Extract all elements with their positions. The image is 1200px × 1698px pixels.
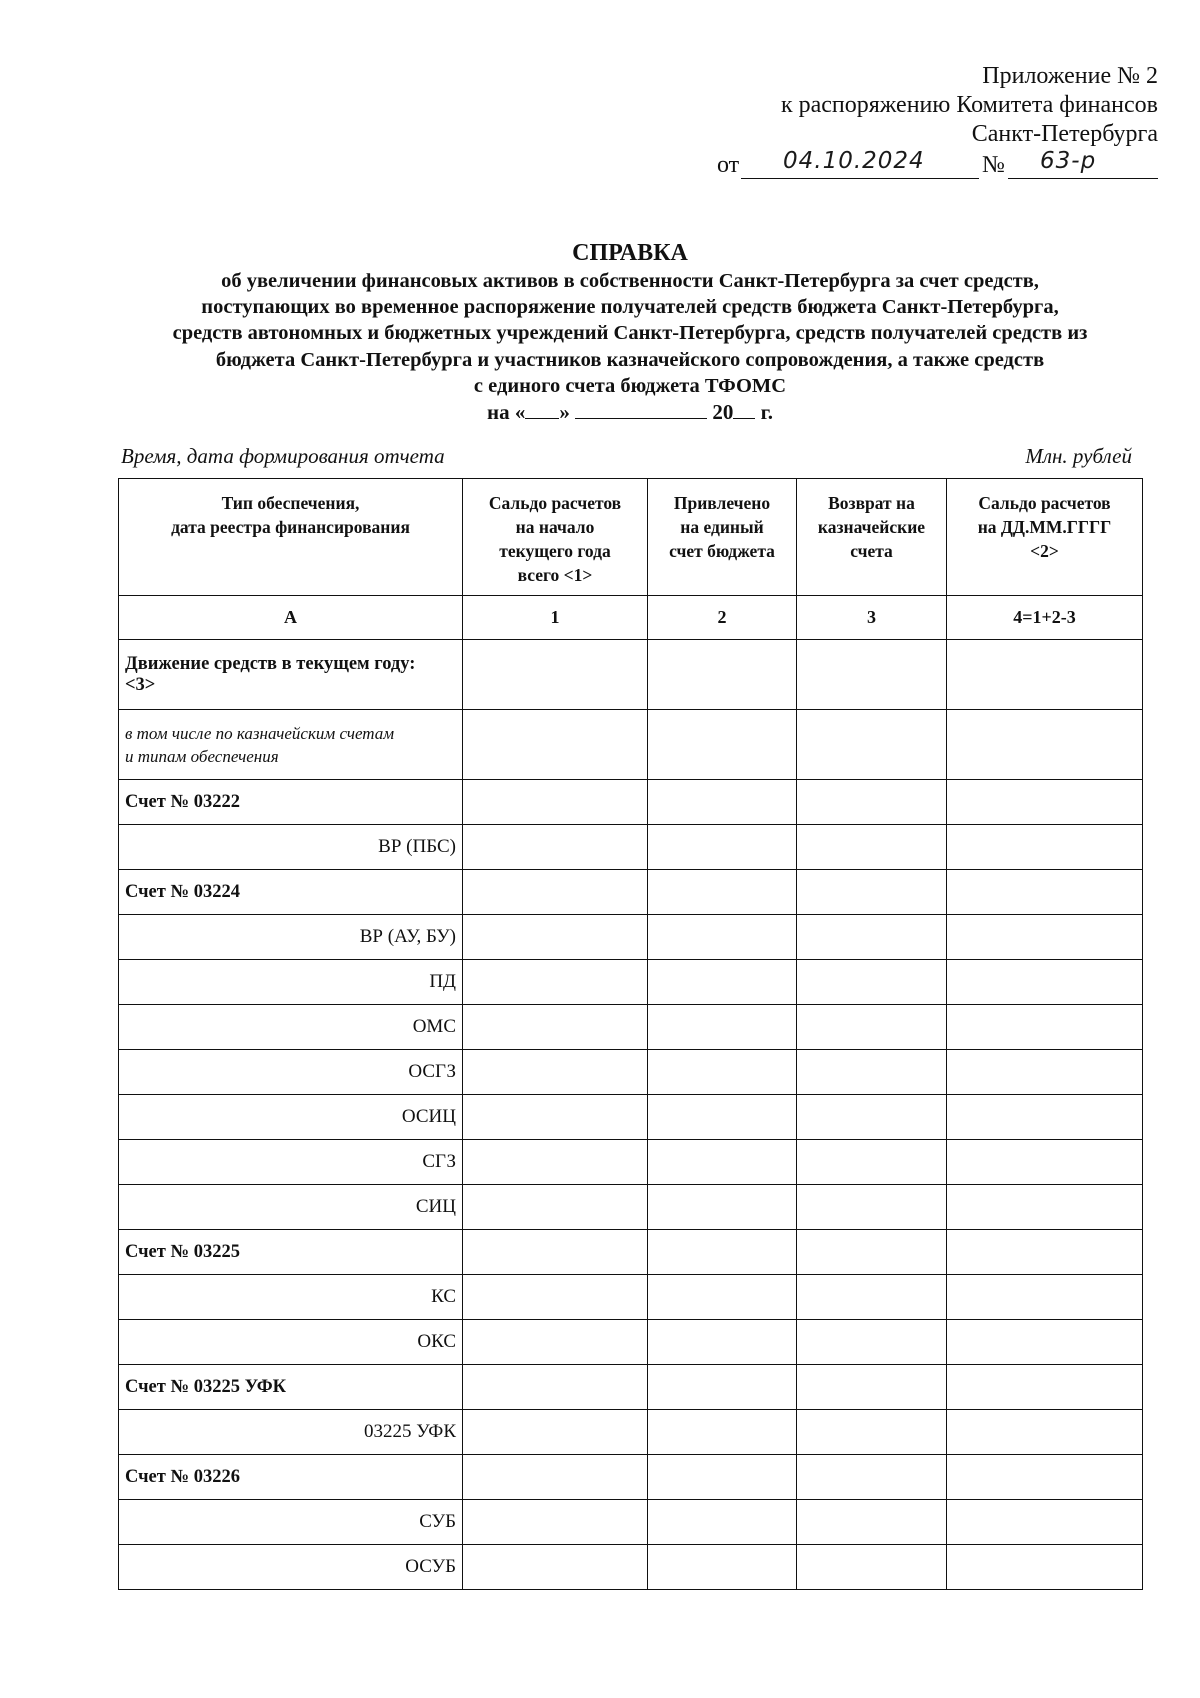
- handwritten-number: 63-р: [1040, 148, 1097, 174]
- value-cell: [947, 1455, 1143, 1500]
- value-cell: [648, 640, 797, 710]
- value-cell: [947, 1410, 1143, 1455]
- value-cell: [947, 640, 1143, 710]
- title-main: СПРАВКА: [572, 240, 688, 266]
- report-date-line: [0, 398, 1200, 425]
- row-label: ОКС: [119, 1320, 463, 1365]
- column-header-text: Возврат на: [828, 493, 915, 513]
- date-prefix: от: [717, 152, 740, 178]
- table-row: [119, 1275, 1143, 1320]
- table-row: [119, 1230, 1143, 1275]
- row-label: ВР (ПБС): [119, 825, 463, 870]
- value-cell: [463, 870, 648, 915]
- value-cell: [648, 1365, 797, 1410]
- report-table: [118, 478, 1143, 1590]
- value-cell: [947, 1140, 1143, 1185]
- row-label: в том числе по казначейским счетам и типам обеспечения: [119, 710, 463, 780]
- day-blank: [525, 398, 559, 419]
- order-date-line: [0, 150, 1158, 180]
- value-cell: [947, 1230, 1143, 1275]
- table-row: [119, 710, 1143, 780]
- column-header-text: счета: [850, 541, 893, 561]
- date-g: г.: [760, 400, 774, 424]
- month-blank: [575, 398, 707, 419]
- value-cell: [648, 1050, 797, 1095]
- column-index: 3: [797, 596, 947, 640]
- column-header-text: казначейские: [817, 517, 926, 537]
- value-cell: [463, 1455, 648, 1500]
- table-row: [119, 825, 1143, 870]
- column-header-text: на единый: [680, 517, 764, 537]
- column-header-text: Привлечено: [673, 493, 771, 513]
- column-header: [797, 479, 947, 596]
- table-row: [119, 915, 1143, 960]
- value-cell: [463, 1185, 648, 1230]
- value-cell: [463, 1320, 648, 1365]
- table-row: [119, 1320, 1143, 1365]
- row-label: Счет № 03225 УФК: [119, 1365, 463, 1410]
- value-cell: [463, 1230, 648, 1275]
- column-index: 2: [648, 596, 797, 640]
- value-cell: [797, 1185, 947, 1230]
- value-cell: [797, 915, 947, 960]
- table-row: [119, 1455, 1143, 1500]
- units-label: Млн. рублей: [1025, 444, 1132, 468]
- value-cell: [797, 780, 947, 825]
- date-year: 20: [712, 400, 734, 424]
- value-cell: [947, 870, 1143, 915]
- column-index: А: [119, 596, 463, 640]
- value-cell: [947, 710, 1143, 780]
- value-cell: [463, 1365, 648, 1410]
- table-row: [119, 1185, 1143, 1230]
- value-cell: [463, 710, 648, 780]
- value-cell: [648, 1140, 797, 1185]
- value-cell: [463, 1005, 648, 1050]
- value-cell: [648, 710, 797, 780]
- row-label: СУБ: [119, 1500, 463, 1545]
- subtitle-line: средств автономных и бюджетных учреждений Санкт-Петербурга, средств получателей средств из: [172, 322, 1088, 345]
- table-row: [119, 1140, 1143, 1185]
- column-header: [947, 479, 1143, 596]
- value-cell: [648, 1500, 797, 1545]
- row-label: ВР (АУ, БУ): [119, 915, 463, 960]
- date-underline: [741, 178, 979, 179]
- value-cell: [463, 780, 648, 825]
- table-row: [119, 1005, 1143, 1050]
- value-cell: [648, 1545, 797, 1590]
- table-row: [119, 640, 1143, 710]
- value-cell: [797, 1545, 947, 1590]
- number-underline: [1008, 178, 1158, 179]
- value-cell: [797, 1095, 947, 1140]
- value-cell: [463, 1500, 648, 1545]
- value-cell: [797, 1320, 947, 1365]
- column-header-text: Сальдо расчетов: [488, 493, 622, 513]
- value-cell: [947, 915, 1143, 960]
- row-label: Движение средств в текущем году: <3>: [119, 640, 463, 710]
- value-cell: [797, 870, 947, 915]
- row-label: Счет № 03226: [119, 1455, 463, 1500]
- value-cell: [648, 1410, 797, 1455]
- column-header: [463, 479, 648, 596]
- value-cell: [797, 640, 947, 710]
- appendix-block: [0, 62, 1158, 149]
- year-blank: [733, 398, 755, 419]
- document-subtitle: [0, 268, 1200, 399]
- value-cell: [463, 1050, 648, 1095]
- value-cell: [947, 1050, 1143, 1095]
- handwritten-date: 04.10.2024: [783, 148, 925, 174]
- table-row: [119, 870, 1143, 915]
- date-mid: »: [559, 400, 570, 424]
- subtitle-line: поступающих во временное распоряжение получателей средств бюджета Санкт-Петербурга,: [201, 296, 1059, 319]
- column-header-text: текущего года: [499, 541, 611, 561]
- column-header-text: на начало: [515, 517, 595, 537]
- table-row: [119, 1365, 1143, 1410]
- table-row: [119, 1500, 1143, 1545]
- table-row: [119, 960, 1143, 1005]
- value-cell: [648, 960, 797, 1005]
- subtitle-line: с единого счета бюджета ТФОМС: [473, 374, 787, 397]
- value-cell: [947, 1500, 1143, 1545]
- value-cell: [797, 960, 947, 1005]
- value-cell: [648, 1230, 797, 1275]
- table-row: [119, 780, 1143, 825]
- row-label: ОСГЗ: [119, 1050, 463, 1095]
- row-label: Счет № 03225: [119, 1230, 463, 1275]
- document-title: [0, 240, 1200, 266]
- value-cell: [797, 1455, 947, 1500]
- value-cell: [463, 1275, 648, 1320]
- value-cell: [648, 1095, 797, 1140]
- value-cell: [947, 1545, 1143, 1590]
- column-index: 1: [463, 596, 648, 640]
- row-label: КС: [119, 1275, 463, 1320]
- value-cell: [463, 1140, 648, 1185]
- value-cell: [648, 1005, 797, 1050]
- value-cell: [947, 1005, 1143, 1050]
- value-cell: [947, 1095, 1143, 1140]
- table-row: [119, 1095, 1143, 1140]
- value-cell: [797, 1410, 947, 1455]
- row-label: ОСИЦ: [119, 1095, 463, 1140]
- value-cell: [947, 780, 1143, 825]
- table-row: [119, 1410, 1143, 1455]
- column-index: 4=1+2-3: [947, 596, 1143, 640]
- subtitle-line: бюджета Санкт-Петербурга и участников казначейского сопровождения, а также средств: [215, 348, 1045, 371]
- row-label: Счет № 03224: [119, 870, 463, 915]
- column-header-text: счет бюджета: [669, 541, 775, 561]
- column-header: [119, 479, 463, 596]
- value-cell: [463, 960, 648, 1005]
- table-header-row: [119, 479, 1143, 596]
- value-cell: [463, 1095, 648, 1140]
- column-header-text: <2>: [1030, 541, 1059, 561]
- column-index-row: [119, 596, 1143, 640]
- value-cell: [648, 870, 797, 915]
- subtitle-line: об увеличении финансовых активов в собственности Санкт-Петербурга за счет средств,: [221, 270, 1039, 292]
- value-cell: [463, 1410, 648, 1455]
- value-cell: [797, 1230, 947, 1275]
- value-cell: [463, 1545, 648, 1590]
- value-cell: [463, 640, 648, 710]
- value-cell: [648, 1320, 797, 1365]
- row-label: 03225 УФК: [119, 1410, 463, 1455]
- value-cell: [648, 825, 797, 870]
- value-cell: [648, 780, 797, 825]
- value-cell: [797, 1275, 947, 1320]
- value-cell: [648, 1275, 797, 1320]
- column-header: [648, 479, 797, 596]
- table-row: [119, 1545, 1143, 1590]
- value-cell: [797, 1365, 947, 1410]
- value-cell: [648, 1185, 797, 1230]
- appendix-line: Санкт-Петербурга: [971, 121, 1158, 147]
- row-label: СИЦ: [119, 1185, 463, 1230]
- value-cell: [797, 1005, 947, 1050]
- value-cell: [947, 1365, 1143, 1410]
- appendix-line: к распоряжению Комитета финансов: [780, 92, 1158, 118]
- value-cell: [648, 1455, 797, 1500]
- column-header-text: Сальдо расчетов: [978, 493, 1111, 513]
- value-cell: [947, 825, 1143, 870]
- value-cell: [797, 710, 947, 780]
- row-label: СГЗ: [119, 1140, 463, 1185]
- value-cell: [463, 825, 648, 870]
- row-label: ПД: [119, 960, 463, 1005]
- number-prefix: №: [982, 152, 1005, 178]
- value-cell: [947, 960, 1143, 1005]
- row-label: Счет № 03222: [119, 780, 463, 825]
- value-cell: [797, 1140, 947, 1185]
- value-cell: [648, 915, 797, 960]
- value-cell: [947, 1275, 1143, 1320]
- column-header-text: на ДД.ММ.ГГГГ: [977, 517, 1112, 537]
- value-cell: [797, 1050, 947, 1095]
- value-cell: [463, 915, 648, 960]
- value-cell: [947, 1185, 1143, 1230]
- column-header-text: Тип обеспечения,: [221, 493, 360, 513]
- column-header-text: дата реестра финансирования: [171, 517, 410, 537]
- row-label: ОСУБ: [119, 1545, 463, 1590]
- value-cell: [947, 1320, 1143, 1365]
- row-label: ОМС: [119, 1005, 463, 1050]
- date-na: на «: [486, 400, 526, 424]
- column-header-text: всего <1>: [517, 565, 593, 585]
- table-row: [119, 1050, 1143, 1095]
- report-timestamp-label: Время, дата формирования отчета: [121, 444, 445, 468]
- value-cell: [797, 825, 947, 870]
- appendix-line: Приложение № 2: [982, 63, 1158, 89]
- value-cell: [797, 1500, 947, 1545]
